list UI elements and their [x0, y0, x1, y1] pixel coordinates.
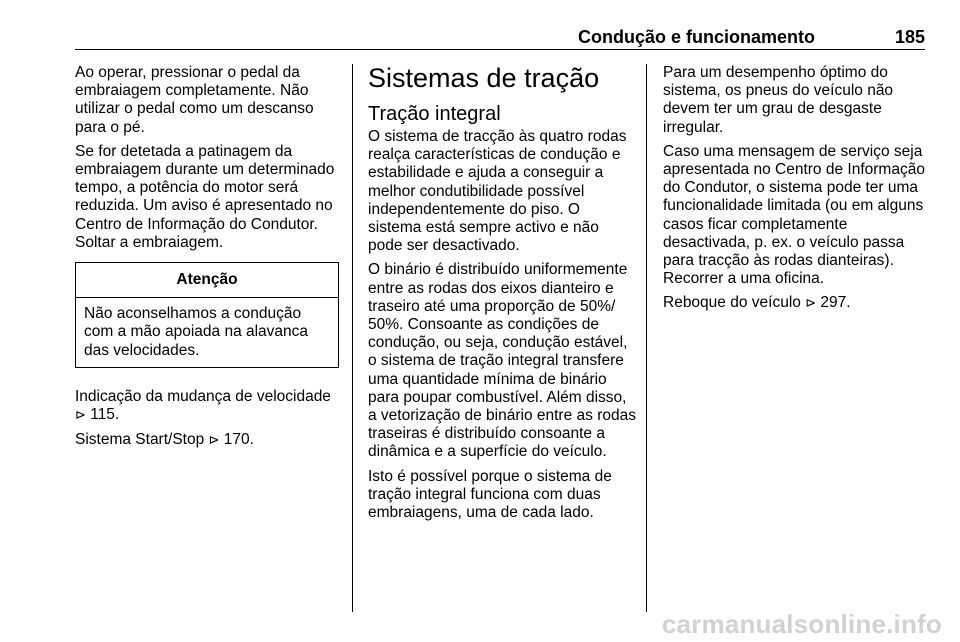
header-title: Condução e funcionamento: [577, 27, 815, 47]
watermark-text: carmanualsonline.info: [661, 609, 942, 639]
column-divider-2: [646, 64, 647, 612]
page-number: 185: [894, 27, 925, 47]
paragraph-tyre-wear: Para um desempenho óptimo do sistema, os pneus do veículo não devem ter um grau de desgaste irregular.: [663, 64, 894, 136]
paragraph-dual-clutch: Isto é possível porque o sistema de tração integral funciona com duas embraiagens, uma de cada lado.: [368, 467, 612, 522]
paragraph-awd-intro: O sistema de tracção às quatro rodas realça características de condução e estabilidade e ajuda a conseguir a melhor condutibilidade possível independentemente do piso. O sistema está sempre activo e não pode ser desactivado.: [368, 128, 627, 255]
reference-label: Sistema Start/Stop: [75, 431, 205, 449]
page-header: [75, 14, 925, 50]
paragraph-clutch-operation: Ao operar, pressionar o pedal da embraiagem completamente. Não utilizar o pedal como um descanso para o pé.: [75, 64, 314, 136]
column-divider-1: [352, 64, 353, 612]
column-middle: [368, 64, 636, 528]
reference-label: Reboque do veículo: [663, 294, 801, 312]
reference-shift-indicator: [75, 388, 340, 425]
paragraph-service-message: Caso uma mensagem de serviço seja apresentada no Centro de Informação do Condutor, o sistema pode ter uma funcionalidade limitada (ou em alguns casos ficar completamente desactivada, p. ex. o veículo passa para tracção às rodas dianteiras). Recorrer a uma oficina.: [663, 142, 925, 288]
column-left: [75, 64, 340, 456]
subsection-heading: Tração integral: [368, 103, 501, 125]
page-reference-arrow-icon: ⊳: [208, 433, 220, 449]
paragraph-torque-distribution: O binário é distribuído uniformemente entre as rodas dos eixos dianteiro e traseiro até uma proporção de 50%/ 50%. Consoante as condições de condução, ou seja, condução estável, o sistema de tração integral transfere uma quantidade mínima de binário para poupar combustível. Além disso, a vetorização de binário entre as rodas traseiras é distribuído consoante a dinâmica e a superfície do veículo.: [368, 261, 636, 461]
notice-title: Atenção: [76, 263, 338, 298]
reference-link[interactable]: 170.: [223, 431, 254, 449]
reference-start-stop: [75, 431, 340, 450]
section-heading: Sistemas de tração: [368, 63, 600, 93]
notice-box: [75, 262, 339, 368]
reference-label: Indicação da mudança de velocidade: [75, 387, 331, 405]
notice-text: Não aconselhamos a condução com a mão apoiada na alavanca das velocidades.: [84, 305, 309, 359]
reference-link[interactable]: 297.: [820, 294, 851, 312]
reference-towing: [663, 294, 929, 313]
paragraph-clutch-slip: Se for detetada a patinagem da embraiagem durante um determinado tempo, a potência do motor será reduzida. Um aviso é apresentado no Centro de Informação do Condutor. Soltar a embraiagem.: [75, 142, 335, 251]
page-reference-arrow-icon: ⊳: [75, 408, 86, 424]
reference-link[interactable]: 115.: [90, 406, 120, 424]
page-reference-arrow-icon: ⊳: [805, 296, 817, 312]
column-right: [663, 64, 929, 320]
